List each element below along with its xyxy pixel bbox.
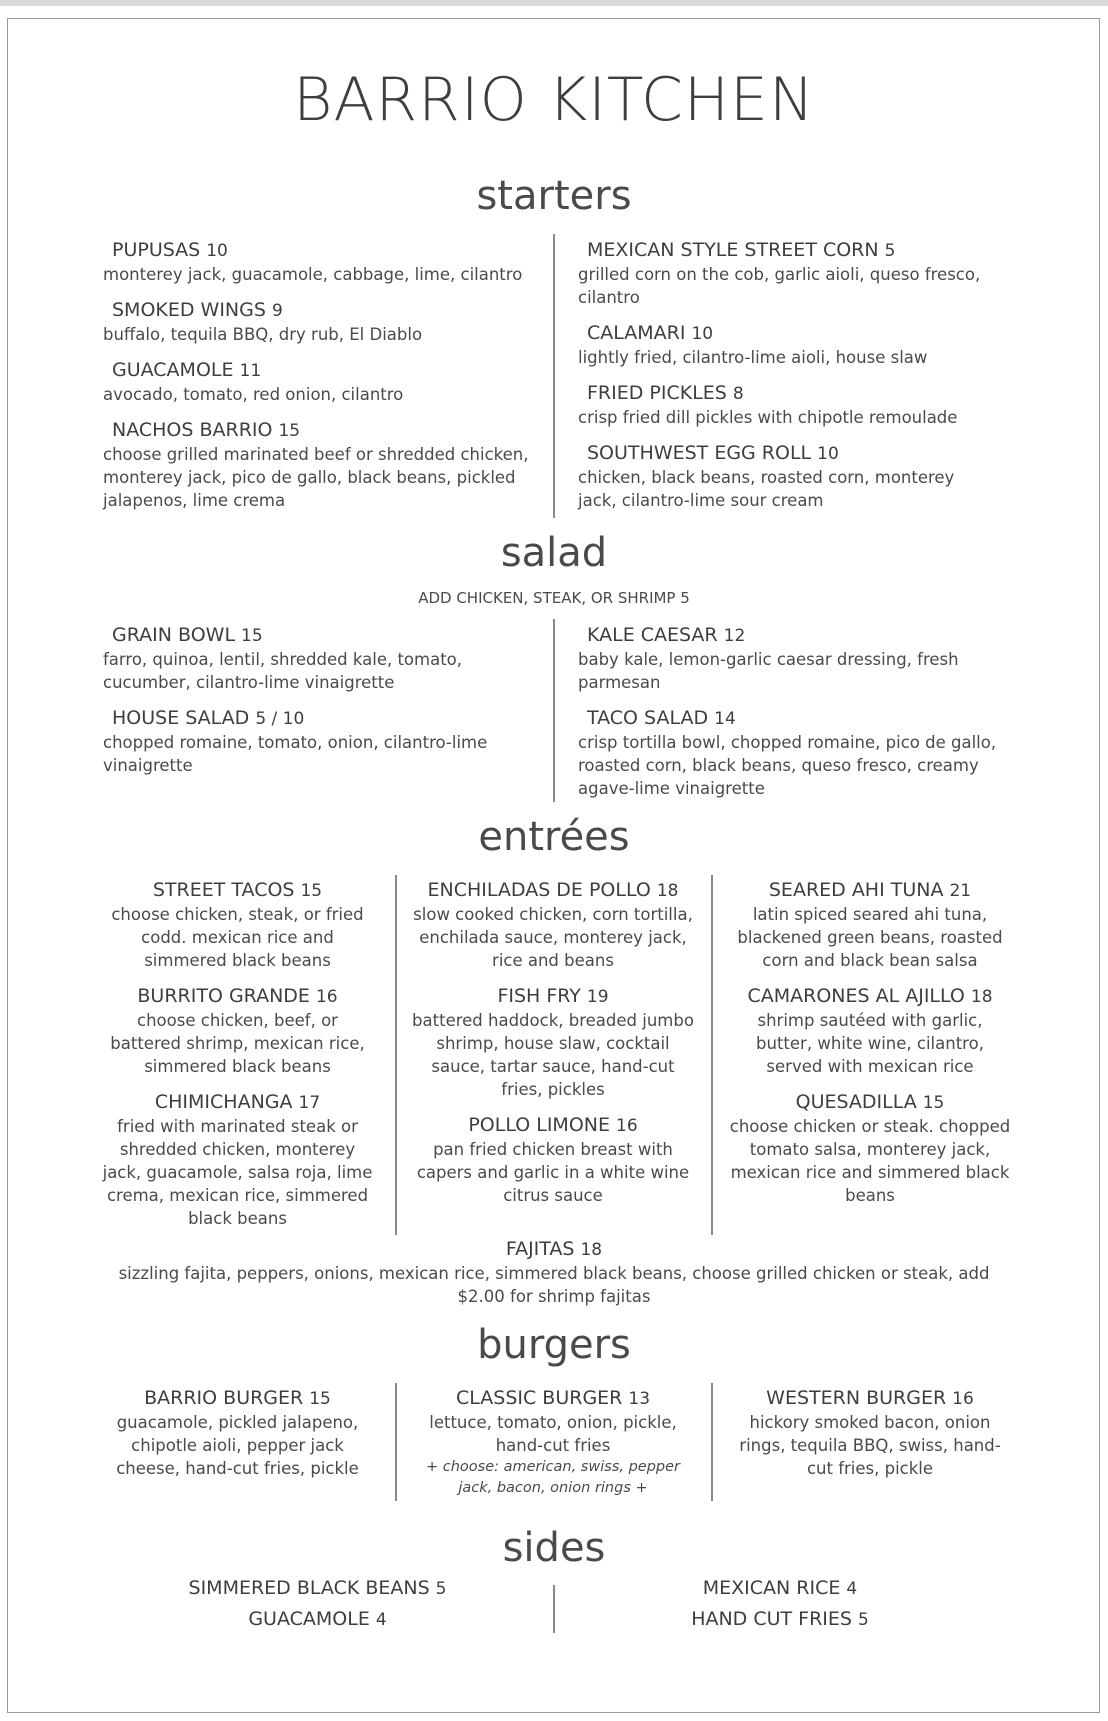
item-name: GUACAMOLE [112, 359, 234, 381]
menu-item [103, 623, 543, 694]
column-divider [395, 875, 397, 1235]
item-price: 5 / 10 [255, 709, 305, 729]
item-description: farro, quinoa, lentil, shredded kale, tomato, cucumber, cilantro-lime vinaigrette [103, 650, 463, 692]
item-price: 21 [949, 881, 972, 901]
item-name: MEXICAN RICE [702, 1577, 841, 1599]
menu-item [412, 984, 694, 1101]
sides-left-column [160, 1573, 475, 1635]
item-name: CALAMARI [587, 322, 686, 344]
salad-left-column [103, 623, 543, 789]
item-name: FAJITAS [505, 1238, 575, 1260]
menu-item [578, 706, 998, 800]
item-description: battered haddock, breaded jumbo shrimp, house slaw, cocktail sauce, tartar sauce, hand-cut fries, pickles [412, 1011, 694, 1099]
item-name: FISH FRY [497, 985, 581, 1007]
item-description: lightly fried, cilantro-lime aioli, house slaw [578, 348, 928, 367]
item-name: NACHOS BARRIO [112, 419, 273, 441]
column-divider [553, 234, 555, 518]
item-price: 17 [298, 1093, 321, 1113]
item-price: 5 [857, 1610, 869, 1630]
starters-left-column [103, 238, 543, 524]
item-description: choose chicken or steak. chopped tomato salsa, monterey jack, mexican rice and simmered black beans [729, 1117, 1011, 1205]
item-price: 16 [616, 1116, 638, 1136]
item-price: 4 [846, 1579, 858, 1599]
item-description: choose chicken, beef, or battered shrimp, mexican rice, simmered black beans [110, 1011, 365, 1076]
section-heading-salad: salad [500, 530, 608, 576]
menu-item [103, 418, 543, 512]
section-heading-starters: starters [476, 173, 632, 219]
menu-item [578, 623, 998, 694]
item-price: 15 [241, 626, 263, 646]
menu-item [728, 878, 1012, 972]
menu-item [100, 878, 375, 972]
item-name: QUESADILLA [795, 1091, 917, 1113]
item-name: HAND CUT FRIES [691, 1608, 852, 1630]
item-price: 15 [300, 881, 323, 901]
menu-item [412, 878, 694, 972]
menu-item [103, 706, 543, 777]
menu-item [578, 321, 998, 369]
item-name: TACO SALAD [587, 707, 709, 729]
burger-addon-options: + choose: american, swiss, pepper jack, bacon, onion rings + [425, 1459, 680, 1496]
item-price: 4 [375, 1610, 387, 1630]
item-price: 5 [435, 1579, 447, 1599]
item-description: baby kale, lemon-garlic caesar dressing, fresh parmesan [578, 650, 959, 692]
menu-item [578, 238, 998, 309]
item-price: 11 [239, 361, 262, 381]
item-price: 13 [628, 1389, 651, 1409]
item-name: GRAIN BOWL [112, 624, 236, 646]
item-name: BARRIO BURGER [144, 1387, 304, 1409]
top-bar [0, 0, 1108, 6]
item-description: latin spiced seared ahi tuna, blackened green beans, roasted corn and black bean salsa [737, 905, 1003, 970]
item-price: 12 [723, 626, 746, 646]
column-divider [553, 619, 555, 802]
side-item [160, 1573, 475, 1604]
item-description: monterey jack, guacamole, cabbage, lime, cilantro [103, 265, 523, 284]
item-price: 18 [970, 987, 993, 1007]
item-name: SEARED AHI TUNA [768, 879, 944, 901]
item-price: 15 [278, 421, 301, 441]
item-name: MEXICAN STYLE STREET CORN [587, 239, 879, 261]
column-divider [395, 1383, 397, 1501]
item-name: HOUSE SALAD [112, 707, 250, 729]
item-price: 18 [656, 881, 679, 901]
menu-item [728, 984, 1012, 1078]
item-name: STREET TACOS [152, 879, 295, 901]
side-item [660, 1573, 900, 1604]
item-description: pan fried chicken breast with capers and garlic in a white wine citrus sauce [416, 1140, 690, 1205]
item-description: avocado, tomato, red onion, cilantro [103, 385, 404, 404]
item-price: 10 [817, 444, 839, 464]
section-heading-sides: sides [502, 1525, 606, 1571]
menu-item [103, 358, 543, 406]
burger-item-western [728, 1386, 1012, 1480]
item-description: choose chicken, steak, or fried codd. mexican rice and simmered black beans [111, 905, 364, 970]
item-name: SIMMERED BLACK BEANS [188, 1577, 430, 1599]
item-price: 9 [271, 301, 283, 321]
item-name: WESTERN BURGER [766, 1387, 947, 1409]
item-price: 19 [586, 987, 609, 1007]
menu-item [103, 238, 543, 286]
item-description: buffalo, tequila BBQ, dry rub, El Diablo [103, 325, 423, 344]
item-price: 18 [580, 1240, 603, 1260]
item-price: 15 [309, 1389, 331, 1409]
item-price: 16 [315, 987, 338, 1007]
restaurant-title: BARRIO KITCHEN [293, 65, 815, 135]
item-description: chopped romaine, tomato, onion, cilantro-lime vinaigrette [103, 733, 488, 775]
item-description: chicken, black beans, roasted corn, monterey jack, cilantro-lime sour cream [578, 468, 955, 510]
item-description: crisp tortilla bowl, chopped romaine, pico de gallo, roasted corn, black beans, queso fresco, creamy agave-lime vinaigrette [578, 733, 997, 798]
item-price: 5 [884, 241, 896, 261]
burger-item-barrio [100, 1386, 375, 1480]
salad-add-protein-note: ADD CHICKEN, STEAK, OR SHRIMP 5 [418, 589, 690, 607]
column-divider [711, 1383, 713, 1501]
menu-item [578, 441, 998, 512]
item-name: CHIMICHANGA [154, 1091, 293, 1113]
entrees-column-1 [100, 878, 375, 1242]
section-heading-burgers: burgers [477, 1322, 631, 1368]
item-description: hickory smoked bacon, onion rings, tequila BBQ, swiss, hand-cut fries, pickle [739, 1413, 1001, 1478]
item-name: CLASSIC BURGER [455, 1387, 623, 1409]
item-name: GUACAMOLE [248, 1608, 370, 1630]
item-price: 16 [952, 1389, 974, 1409]
side-item [160, 1604, 475, 1635]
entrees-column-3 [728, 878, 1012, 1219]
item-description: crisp fried dill pickles with chipotle remoulade [578, 408, 958, 427]
burger-item-classic [412, 1386, 694, 1499]
item-name: FRIED PICKLES [587, 382, 727, 404]
item-description: guacamole, pickled jalapeno, chipotle aioli, pepper jack cheese, hand-cut fries, pickle [116, 1413, 359, 1478]
menu-item [100, 984, 375, 1078]
item-description: fried with marinated steak or shredded chicken, monterey jack, guacamole, salsa roja, lime crema, mexican rice, simmered black beans [102, 1117, 373, 1228]
item-price: 10 [206, 241, 228, 261]
item-description: slow cooked chicken, corn tortilla, enchilada sauce, monterey jack, rice and beans [413, 905, 693, 970]
item-name: CAMARONES AL AJILLO [747, 985, 965, 1007]
item-price: 10 [691, 324, 714, 344]
item-name: ENCHILADAS DE POLLO [427, 879, 651, 901]
salad-right-column [578, 623, 998, 812]
item-price: 15 [922, 1093, 945, 1113]
item-description: choose grilled marinated beef or shredded chicken, monterey jack, pico de gallo, black beans, pickled jalapenos, lime crema [103, 445, 529, 510]
item-description: sizzling fajita, peppers, onions, mexican rice, simmered black beans, choose grilled chicken or steak, add $2.00 for shrimp fajitas [118, 1264, 990, 1306]
section-heading-entrees: entrées [478, 814, 630, 860]
item-price: 14 [714, 709, 736, 729]
item-description: shrimp sautéed with garlic, butter, white wine, cilantro, served with mexican rice [756, 1011, 984, 1076]
column-divider [711, 875, 713, 1235]
item-description: lettuce, tomato, onion, pickle, hand-cut fries [429, 1413, 677, 1455]
menu-item [100, 1090, 375, 1230]
item-name: SMOKED WINGS [112, 299, 266, 321]
entrees-column-2 [412, 878, 694, 1219]
menu-item [578, 381, 998, 429]
item-name: SOUTHWEST EGG ROLL [587, 442, 812, 464]
item-description: grilled corn on the cob, garlic aioli, queso fresco, cilantro [578, 265, 981, 307]
item-name: PUPUSAS [112, 239, 201, 261]
starters-right-column [578, 238, 998, 524]
item-name: KALE CAESAR [587, 624, 718, 646]
sides-right-column [660, 1573, 900, 1635]
menu-item [728, 1090, 1012, 1207]
item-price: 8 [732, 384, 744, 404]
fajitas-item [100, 1237, 1008, 1308]
item-name: BURRITO GRANDE [137, 985, 310, 1007]
menu-item [103, 298, 543, 346]
column-divider [553, 1585, 555, 1633]
menu-item [412, 1113, 694, 1207]
item-name: POLLO LIMONE [468, 1114, 610, 1136]
side-item [660, 1604, 900, 1635]
